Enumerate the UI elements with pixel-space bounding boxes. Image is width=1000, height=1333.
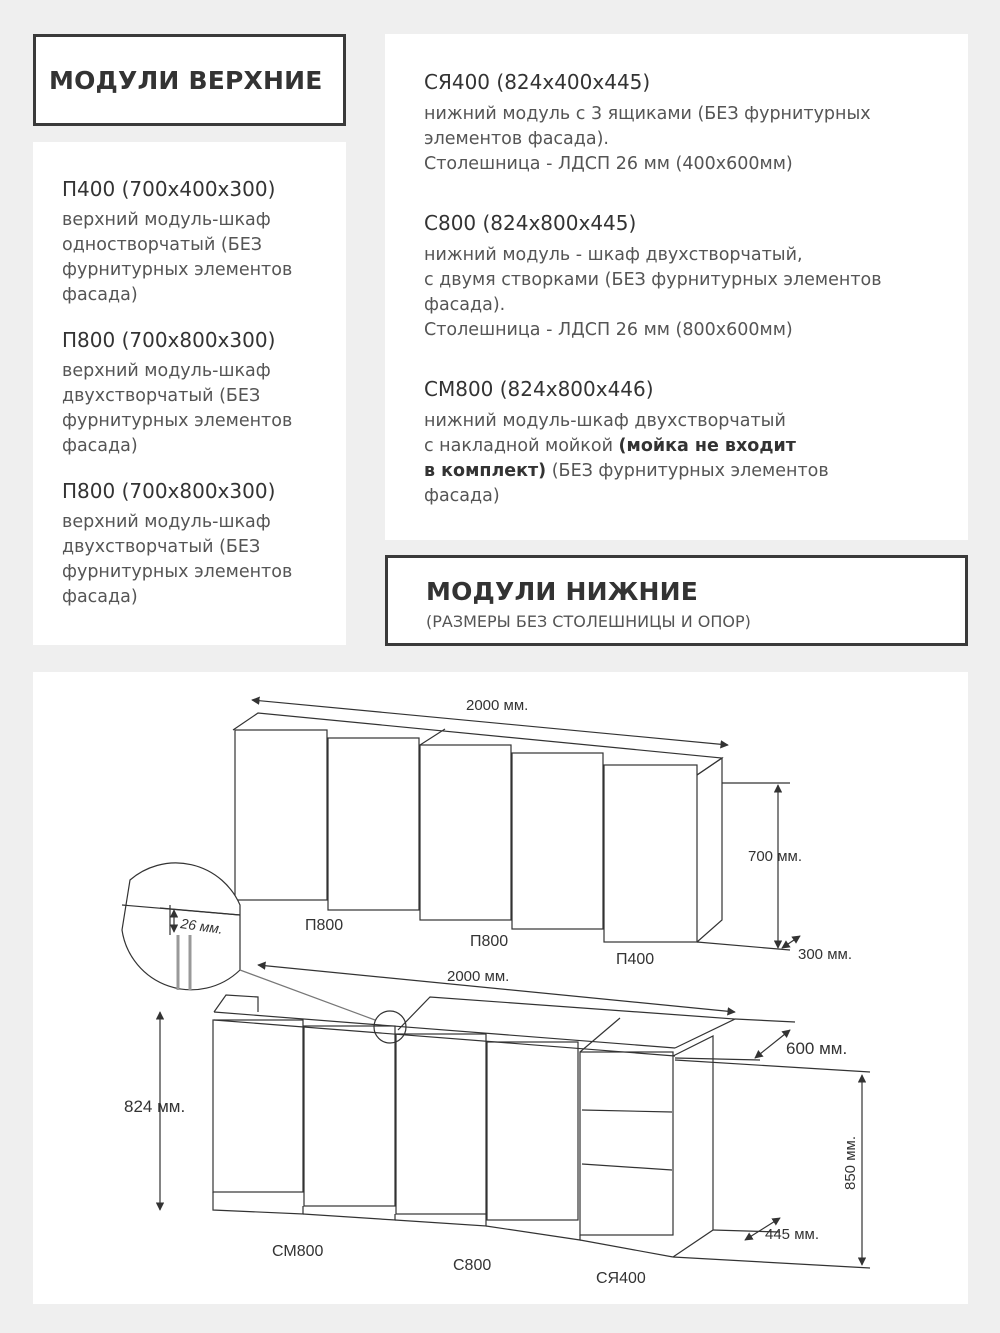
- item-title: СМ800 (824x800x446): [424, 377, 654, 401]
- lower-label-1: СМ800: [272, 1243, 324, 1260]
- upper-item: П400 (700x400x300) верхний модуль-шкаф одностворчатый (БЕЗ фурнитурных элементов фасада): [62, 177, 293, 305]
- upper-modules-panel: [33, 142, 346, 645]
- worktop-depth-label: 600 мм.: [786, 1039, 848, 1058]
- upper-item: П800 (700x800x300) верхний модуль-шкаф двухстворчатый (БЕЗ фурнитурных элементов фасада): [62, 328, 293, 456]
- lower-cabinets: [213, 995, 735, 1257]
- lower-heading: МОДУЛИ НИЖНИЕ: [426, 577, 699, 606]
- lower-width-label: 2000 мм.: [447, 968, 510, 985]
- upper-depth-label: 300 мм.: [798, 946, 852, 963]
- lower-modules-panel: [385, 34, 968, 540]
- upper-cabinets: [233, 713, 722, 942]
- lower-item: СМ800 (824x800x446) нижний модуль-шкаф двухстворчатый с накладной мойкой (мойка не входит в комплект) (БЕЗ фурнитурных элементов фасада): [424, 377, 829, 506]
- kitchen-diagram: [33, 672, 968, 1304]
- lower-heading-box: [385, 555, 968, 646]
- lower-label-3: СЯ400: [596, 1270, 646, 1287]
- item-title: П800 (700x800x300): [62, 328, 276, 352]
- lower-item: СЯ400 (824x400x445) нижний модуль с 3 ящиками (БЕЗ фурнитурных элементов фасада). Столешница - ЛДСП 26 мм (400x600мм): [424, 70, 871, 174]
- upper-heading-box: [33, 34, 346, 126]
- upper-label-3: П400: [616, 951, 655, 968]
- upper-width-label: 2000 мм.: [466, 697, 529, 714]
- lower-subheading: (РАЗМЕРЫ БЕЗ СТОЛЕШНИЦЫ И ОПОР): [426, 612, 751, 631]
- item-title: СЯ400 (824x400x445): [424, 70, 651, 94]
- lower-depth-label: 445 мм.: [765, 1226, 819, 1243]
- item-title: П800 (700x800x300): [62, 479, 276, 503]
- worktop-thickness-label: 26 мм.: [179, 915, 224, 937]
- lower-item: С800 (824x800x445) нижний модуль - шкаф двухстворчатый, с двумя створками (БЕЗ фурнитурных элементов фасада). Столешница - ЛДСП 26 мм (800x600мм): [424, 211, 882, 340]
- upper-heading: МОДУЛИ ВЕРХНИЕ: [49, 66, 323, 95]
- item-title: С800 (824x800x445): [424, 211, 637, 235]
- diagram-panel: [33, 672, 968, 1304]
- upper-label-1: П800: [305, 917, 344, 934]
- item-title: П400 (700x400x300): [62, 177, 276, 201]
- total-height-label: 850 мм.: [842, 1136, 859, 1190]
- upper-label-2: П800: [470, 933, 509, 950]
- upper-height-label: 700 мм.: [748, 848, 802, 865]
- lower-height-label: 824 мм.: [124, 1097, 186, 1116]
- upper-item: П800 (700x800x300) верхний модуль-шкаф двухстворчатый (БЕЗ фурнитурных элементов фасада): [62, 479, 293, 607]
- lower-label-2: С800: [453, 1257, 492, 1274]
